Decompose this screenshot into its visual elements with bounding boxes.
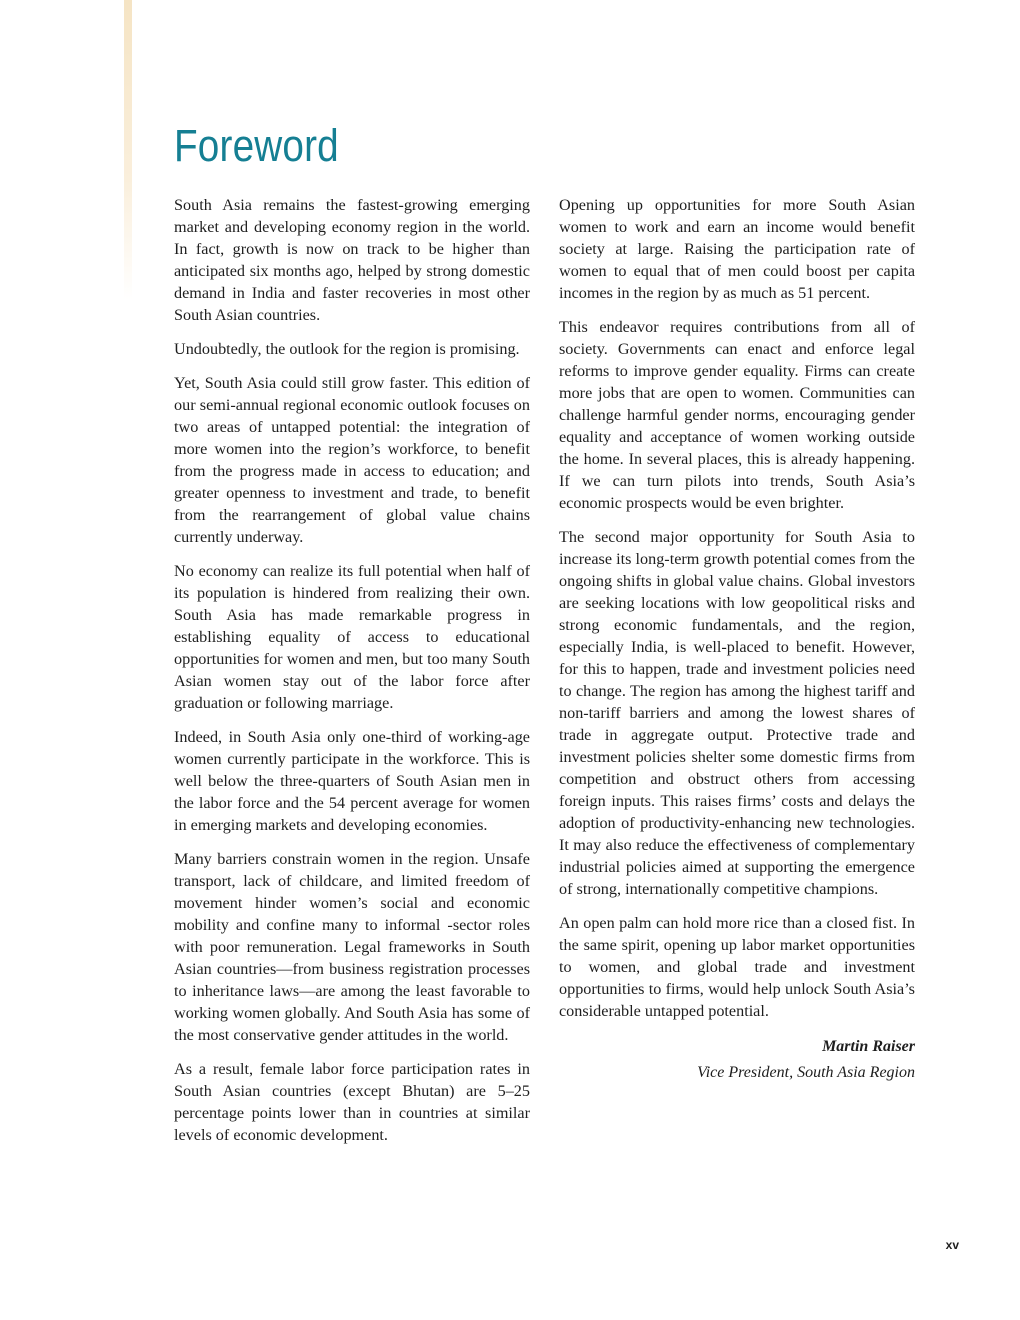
right-column bbox=[559, 194, 915, 1086]
left-column bbox=[174, 194, 530, 1158]
paragraph: This endeavor requires contributions from all of society. Governments can enact and enforce legal reforms to improve gender equality. Firms can create more jobs that are open to women. Communities can challenge harmful gender norms, encouraging gender equality and acceptance of women working outside the home. In several places, this is already happening. If we can turn pilots into trends, South Asia’s economic prospects would be even brighter. bbox=[559, 318, 915, 512]
paragraph: Yet, South Asia could still grow faster. This edition of our semi-annual regional economic outlook focuses on two areas of untapped potential: the integration of more women into the region’s workforce, to benefit from the progress made in access to education; and greater openness to investment and trade, to benefit from the rearrangement of global value chains currently underway. bbox=[174, 374, 530, 546]
paragraph: Many barriers constrain women in the region. Unsafe transport, lack of childcare, and limited freedom of movement hinder women’s social and economic mobility and confine many to informal -sector roles with poor remuneration. Legal frameworks in South Asian countries—from business registration processes to inheritance laws—are among the least favorable to working women globally. And South Asia has some of the most conservative gender attitudes in the world. bbox=[174, 850, 530, 1044]
paragraph: No economy can realize its full potential when half of its population is hindered from realizing their own. South Asia has made remarkable progress in establishing equality of access to educational opportunities for women and men, but too many South Asian women stay out of the labor force after graduation or following marriage. bbox=[174, 562, 530, 712]
page-number: xv bbox=[945, 1238, 959, 1252]
paragraph: Undoubtedly, the outlook for the region is promising. bbox=[174, 340, 520, 358]
paragraph: South Asia remains the fastest-growing emerging market and developing economy region in the world. In fact, growth is now on track to be higher than anticipated six months ago, helped by strong domestic demand in India and faster recoveries in most other South Asian countries. bbox=[174, 196, 530, 324]
paragraph: As a result, female labor force participation rates in South Asian countries (except Bhutan) are 5–25 percentage points lower than in countries at similar levels of economic development. bbox=[174, 1060, 530, 1144]
paragraph: Indeed, in South Asia only one-third of working-age women currently participate in the workforce. This is well below the three-quarters of South Asian men in the labor force and the 54 percent average for women in emerging markets and developing economies. bbox=[174, 728, 530, 834]
paragraph: An open palm can hold more rice than a closed fist. In the same spirit, opening up labor market opportunities to women, and global trade and investment opportunities to firms, would help unlock South Asia’s considerable untapped potential. bbox=[559, 914, 915, 1020]
paragraph: The second major opportunity for South Asia to increase its long-term growth potential comes from the ongoing shifts in global value chains. Global investors are seeking locations with low geopolitical risks and strong economic fundamentals, and the region, especially India, is well-placed to benefit. However, for this to happen, trade and investment policies need to change. The region has among the highest tariff and non-tariff barriers and among the lowest shares of trade in aggregate output. Protective trade and investment policies shelter some domestic firms from competition and obstruct others from accessing foreign inputs. This raises firms’ costs and delays the adoption of productivity-enhancing new technologies. It may also reduce the effectiveness of complementary industrial policies aimed at supporting the emergence of strong, internationally competitive champions. bbox=[559, 528, 915, 898]
decorative-side-strip bbox=[124, 0, 132, 300]
signature-block bbox=[559, 1034, 915, 1086]
signatory-title: Vice President, South Asia Region bbox=[697, 1064, 915, 1081]
page-title: Foreword bbox=[174, 120, 339, 171]
paragraph: Opening up opportunities for more South Asian women to work and earn an income would benefit society at large. Raising the participation rate of women to equal that of men could boost per capita incomes in the region by as much as 51 percent. bbox=[559, 196, 915, 302]
signatory-name: Martin Raiser bbox=[822, 1038, 915, 1055]
